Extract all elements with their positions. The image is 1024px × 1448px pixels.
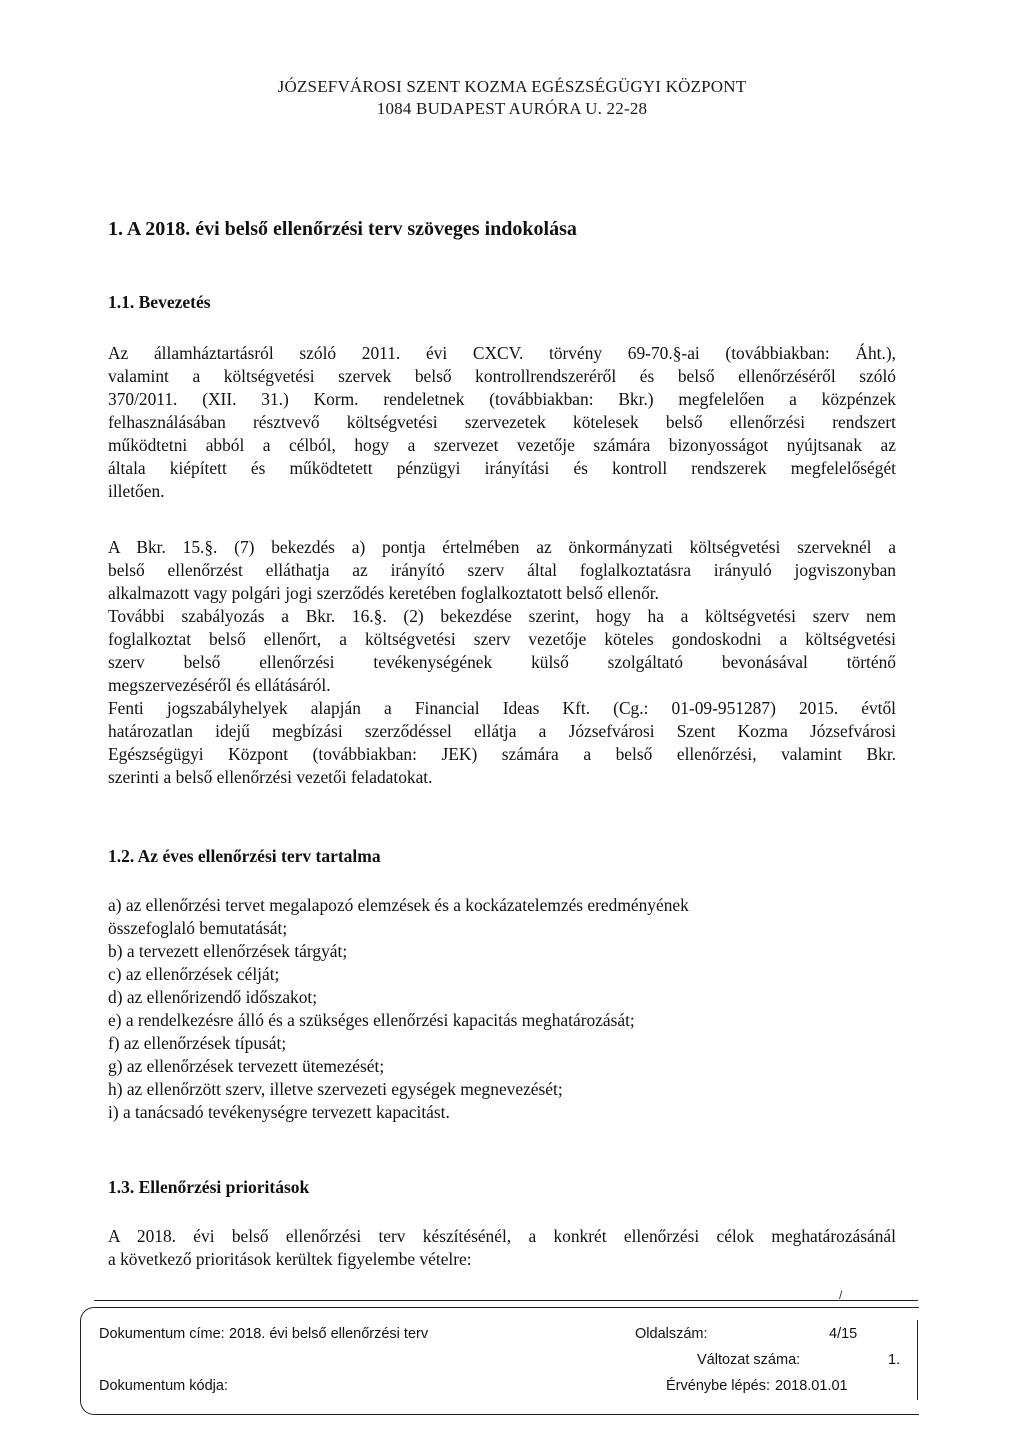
priorities-line: a következő prioritások kerültek figyelembe vételre: xyxy=(108,1249,472,1269)
bkr-line: További szabályozás a Bkr. 16.§. (2) bekezdése szerint, hogy ha a költségvetési szerv nem xyxy=(108,606,896,626)
section-1-2-title: 1.2. Az éves ellenőrzési terv tartalma xyxy=(108,846,381,866)
bkr-line: határozatlan idejű megbízási szerződéssel ellátja a Józsefvárosi Szent Kozma Józsefvárosi xyxy=(108,721,896,741)
bkr-line: megszervezéséről és ellátásáról. xyxy=(108,675,331,695)
list-item: d) az ellenőrizendő időszakot; xyxy=(108,987,318,1007)
section-1-title: 1. A 2018. évi belső ellenőrzési terv szöveges indokolása xyxy=(108,218,577,240)
bkr-line: Fenti jogszabályhelyek alapján a Financial Ideas Kft. (Cg.: 01-09-951287) 2015. évtől xyxy=(108,698,896,718)
priorities-line: A 2018. évi belső ellenőrzési terv készítésénél, a konkrét ellenőrzési célok meghatározásánál xyxy=(108,1226,896,1246)
list-item: c) az ellenőrzések célját; xyxy=(108,964,280,984)
org-name: JÓZSEFVÁROSI SZENT KOZMA EGÉSZSÉGÜGYI KÖZPONT xyxy=(277,77,747,96)
doc-title-label: Dokumentum címe: xyxy=(99,1326,225,1342)
list-item: a) az ellenőrzési tervet megalapozó elemzések és a kockázatelemzés eredményének xyxy=(108,895,689,915)
page-value: 4/15 xyxy=(829,1326,858,1342)
list-item: e) a rendelkezésre álló és a szükséges ellenőrzési kapacitás meghatározását; xyxy=(108,1010,635,1030)
bkr-line: szerv belső ellenőrzési tevékenységének külső szolgáltató bevonásával történő xyxy=(108,652,896,672)
list-item: f) az ellenőrzések típusát; xyxy=(108,1033,287,1053)
intro-line: 370/2011. (XII. 31.) Korm. rendeletnek (továbbiakban: Bkr.) megfelelően a közpénzek xyxy=(108,389,896,409)
bkr-line: belső ellenőrzést elláthatja az irányító szerv által foglalkoztatásra irányuló jogviszonyban xyxy=(108,560,896,580)
org-address: 1084 BUDAPEST AURÓRA U. 22-28 xyxy=(376,99,648,118)
effective-label: Érvénybe lépés: xyxy=(666,1378,770,1394)
bkr-line: szerinti a belső ellenőrzési vezetői feladatokat. xyxy=(108,767,433,787)
list-item: összefoglaló bemutatását; xyxy=(108,918,288,938)
bkr-line: foglalkoztat belső ellenőrt, a költségvetési szerv vezetője köteles gondoskodni a költségvetési xyxy=(108,629,896,649)
doc-code-label: Dokumentum kódja: xyxy=(99,1378,228,1394)
intro-line: működtetni abból a célból, hogy a szervezet vezetője számára bizonyosságot nyújtsanak az xyxy=(108,435,896,455)
priorities-paragraph xyxy=(108,1225,896,1271)
document-footer xyxy=(80,1307,919,1415)
intro-line: illetően. xyxy=(108,481,165,501)
section-1-1-title: 1.1. Bevezetés xyxy=(108,292,211,312)
intro-line: felhasználásában résztvevő költségvetési szervezetek kötelesek belső ellenőrzési rendszert xyxy=(108,412,896,432)
intro-line: valamint a költségvetési szervek belső kontrollrendszeréről és belső ellenőrzéséről szóló xyxy=(108,366,896,386)
list-item: h) az ellenőrzött szerv, illetve szervezeti egységek megnevezését; xyxy=(108,1079,563,1099)
version-value: 1. xyxy=(888,1352,901,1368)
intro-line: Az államháztartásról szóló 2011. évi CXCV. törvény 69-70.§-ai (továbbiakban: Áht.), xyxy=(108,343,896,363)
footer-top-rule xyxy=(94,1300,918,1301)
doc-title-value: 2018. évi belső ellenőrzési terv xyxy=(229,1326,429,1342)
bkr-line: Egészségügyi Központ (továbbiakban: JEK) számára a belső ellenőrzési, valamint Bkr. xyxy=(108,744,896,764)
version-label: Változat száma: xyxy=(697,1352,801,1368)
intro-line: általa kiépített és működtetett pénzügyi irányítási és kontroll rendszerek megfelelőségét xyxy=(108,458,896,478)
list-item: i) a tanácsadó tevékenységre tervezett kapacitást. xyxy=(108,1102,450,1122)
signature-mark: / xyxy=(839,1288,843,1302)
page-label: Oldalszám: xyxy=(635,1326,708,1342)
plan-contents-list xyxy=(108,894,898,1124)
effective-value: 2018.01.01 xyxy=(775,1378,848,1394)
list-item: b) a tervezett ellenőrzések tárgyát; xyxy=(108,941,348,961)
bkr-line: alkalmazott vagy polgári jogi szerződés keretében foglalkoztatott belső ellenőr. xyxy=(108,583,659,603)
intro-paragraph xyxy=(108,342,896,503)
bkr-line: A Bkr. 15.§. (7) bekezdés a) pontja értelmében az önkormányzati költségvetési szerveknél a xyxy=(108,537,896,557)
bkr-paragraph xyxy=(108,536,896,789)
section-1-3-title: 1.3. Ellenőrzési prioritások xyxy=(108,1177,310,1197)
list-item: g) az ellenőrzések tervezett ütemezését; xyxy=(108,1056,385,1076)
